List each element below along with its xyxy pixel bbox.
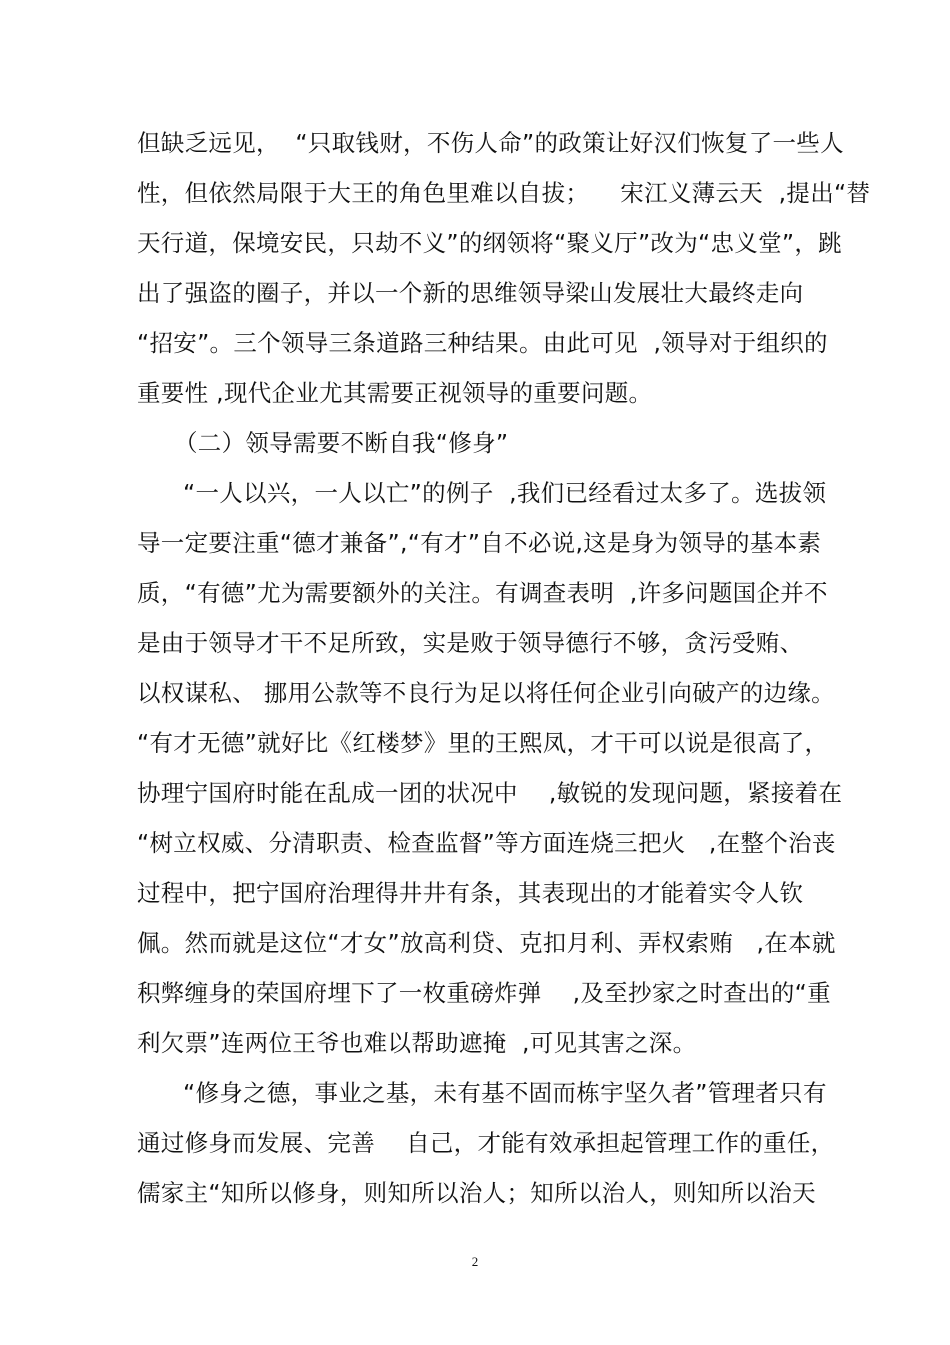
body-text-line: “树立权威、分清职责、检查监督”等方面连烧三把火 ,在整个治丧 [137,829,836,857]
body-text-line: 性，但依然局限于大王的角色里难以自拔； 宋江义薄云天 ,提出“替 [137,179,871,207]
body-text-line: 重要性 ,现代企业尤其需要正视领导的重要问题。 [137,379,653,407]
body-text-line: 通过修身而发展、完善 自己，才能有效承担起管理工作的重任， [137,1129,835,1157]
body-text-line: “有才无德”就好比《红楼梦》里的王熙凤，才干可以说是很高了， [137,729,829,757]
body-text-line: 出了强盗的圈子，并以一个新的思维领导梁山发展壮大最终走向 [137,279,804,307]
section-heading: （二）领导需要不断自我“修身” [174,429,509,457]
body-text-line: 天行道，保境安民，只劫不义”的纲领将“聚义厅”改为“忠义堂”，跳 [137,229,842,257]
page-number: 2 [471,1254,479,1269]
body-text-line: 利欠票”连两位王爷也难以帮助遮掩 ,可见其害之深。 [137,1029,697,1057]
body-text-line: 是由于领导才干不足所致，实是败于领导德行不够，贪污受贿、 [137,629,804,657]
body-text-line: 积弊缠身的荣国府埋下了一枚重磅炸弹 ,及至抄家之时查出的“重 [137,979,831,1007]
body-text-line: 佩。然而就是这位“才女”放高利贷、克扣月利、弄权索贿 ,在本就 [137,929,836,957]
body-text-line: 过程中，把宁国府治理得井井有条，其表现出的才能着实令人钦 [137,879,804,907]
body-text-line: 导一定要注重“德才兼备”,“有才”自不必说,这是身为领导的基本素 [137,529,822,557]
body-text-line: “修身之德，事业之基，未有基不固而栋宇坚久者”管理者只有 [183,1079,827,1107]
body-text-line: 质，“有德”尤为需要额外的关注。有调查表明 ,许多问题国企并不 [137,579,828,607]
body-text-line: 但缺乏远见， “只取钱财，不伤人命”的政策让好汉们恢复了一些人 [137,129,844,157]
body-text-line: 儒家主“知所以修身，则知所以治人；知所以治人，则知所以治天 [137,1179,816,1207]
body-text-line: “一人以兴，一人以亡”的例子 ,我们已经看过太多了。选拔领 [183,479,827,507]
body-text-line: 协理宁国府时能在乱成一团的状况中 ,敏锐的发现问题，紧接着在 [137,779,843,807]
body-text-line: “招安”。三个领导三条道路三种结果。由此可见 ,领导对于组织的 [137,329,828,357]
body-text-line: 以权谋私、 挪用公款等不良行为足以将任何企业引向破产的边缘。 [137,679,835,707]
